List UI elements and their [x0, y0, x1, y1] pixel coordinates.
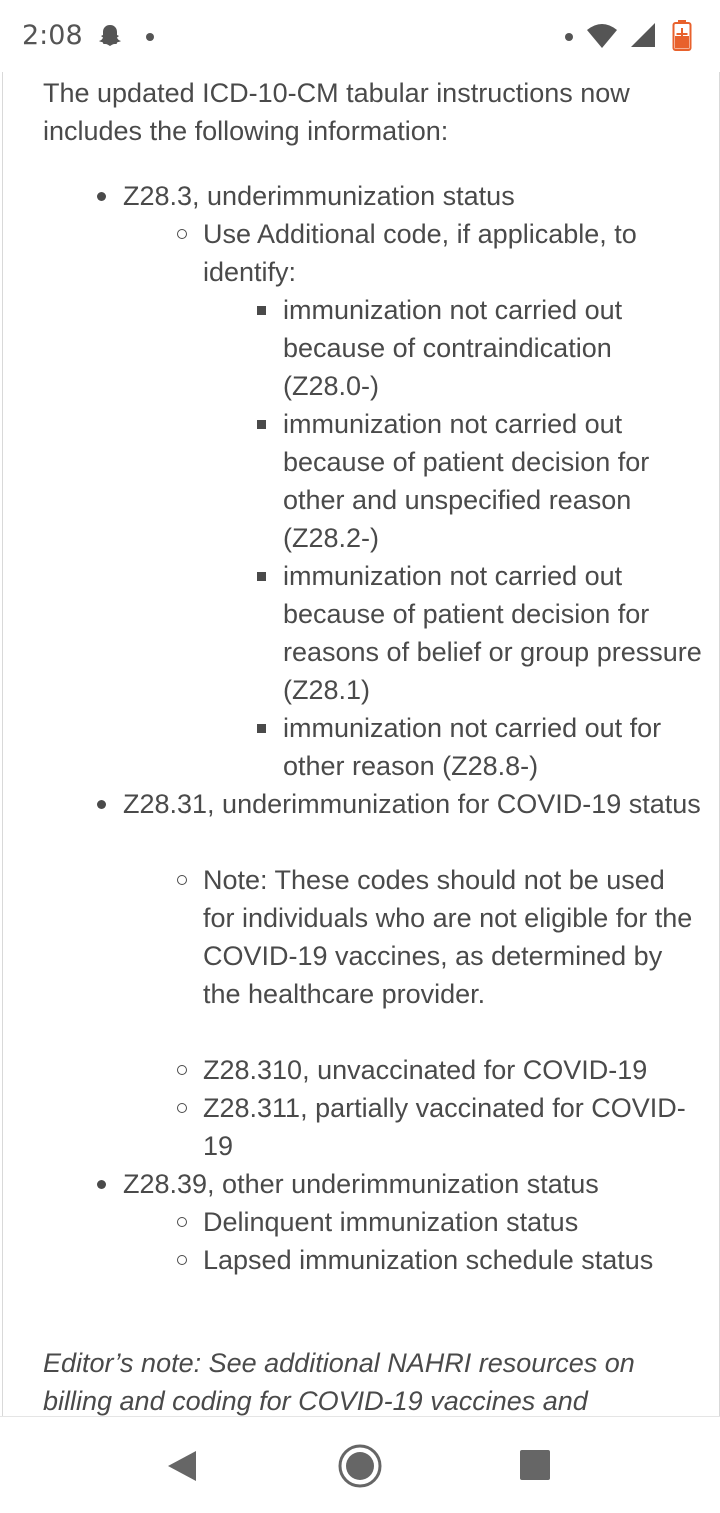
list-item: Z28.3, underimmunization status	[123, 177, 703, 215]
bullet-square	[257, 420, 266, 429]
home-icon[interactable]	[337, 1443, 383, 1489]
editor-note: Editor’s note: See additional NAHRI resources on billing and coding for COVID-19 vaccines and	[43, 1348, 635, 1416]
list-item: Delinquent immunization status	[203, 1203, 703, 1241]
bullet-disc	[97, 192, 106, 201]
bullet-disc	[97, 800, 106, 809]
bullet-square	[257, 572, 266, 581]
navigation-bar	[0, 1416, 720, 1513]
article-content[interactable]	[2, 72, 720, 1416]
bullet-circle	[177, 875, 187, 885]
bullet-circle	[177, 229, 187, 239]
recents-icon[interactable]	[519, 1449, 551, 1481]
list-item: Use Additional code, if applicable, to identify:	[203, 215, 703, 291]
wifi-icon	[586, 22, 618, 50]
bullet-circle	[177, 1103, 187, 1113]
list-item: Z28.31, underimmunization for COVID-19 status	[123, 785, 703, 823]
signal-icon	[630, 22, 656, 48]
list-item: Note: These codes should not be used for individuals who are not eligible for the COVID-19 vaccines, as determined by the healthcare provider.	[203, 861, 703, 1013]
status-bar	[0, 0, 720, 72]
status-time: 2:08	[22, 20, 83, 51]
bullet-disc	[97, 1180, 106, 1189]
list-item: immunization not carried out because of patient decision for reasons of belief or group pressure (Z28.1)	[283, 557, 703, 709]
list-item: immunization not carried out because of patient decision for other and unspecified reason (Z28.2-)	[283, 405, 703, 557]
back-icon[interactable]	[166, 1449, 198, 1483]
list-item: Z28.310, unvaccinated for COVID-19	[203, 1051, 703, 1089]
snapchat-ghost-icon	[96, 22, 124, 50]
list-item: Z28.311, partially vaccinated for COVID-19	[203, 1089, 703, 1165]
bullet-circle	[177, 1065, 187, 1075]
intro-paragraph: The updated ICD-10-CM tabular instructions now includes the following information:	[43, 78, 630, 146]
notification-dot-icon	[565, 33, 573, 41]
bullet-square	[257, 306, 266, 315]
list-item: immunization not carried out for other reason (Z28.8-)	[283, 709, 703, 785]
list-item: immunization not carried out because of contraindication (Z28.0-)	[283, 291, 703, 405]
bullet-circle	[177, 1255, 187, 1265]
battery-charging-icon	[672, 20, 692, 52]
notification-dot-icon	[146, 33, 154, 41]
bullet-square	[257, 724, 266, 733]
list-item: Lapsed immunization schedule status	[203, 1241, 703, 1279]
list-item: Z28.39, other underimmunization status	[123, 1165, 703, 1203]
bullet-circle	[177, 1217, 187, 1227]
